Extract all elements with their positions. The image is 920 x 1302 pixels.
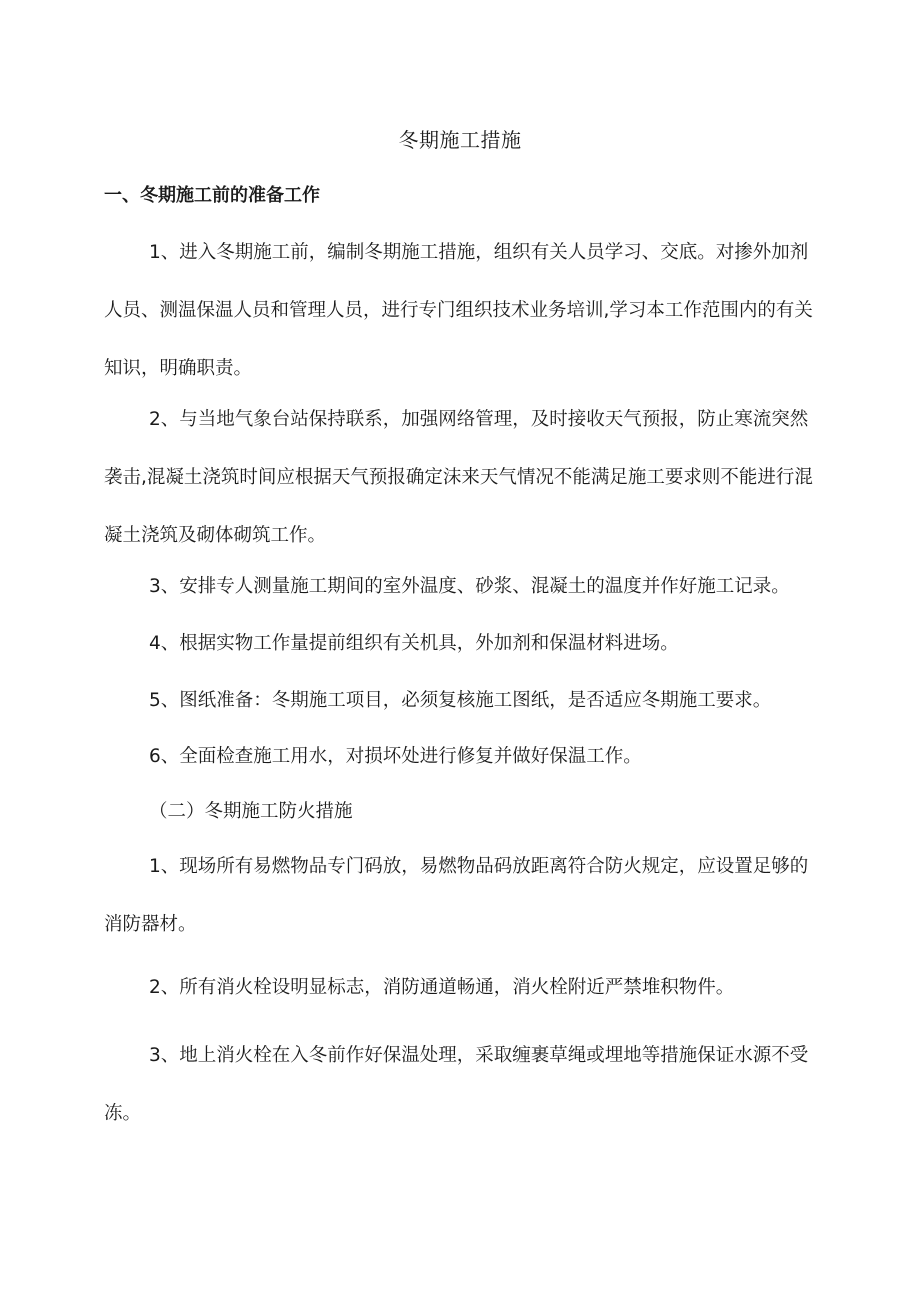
paragraph-item-4: 4、根据实物工作量提前组织有关机具，外加剂和保温材料进场。 — [149, 633, 679, 654]
paragraph-item-2: 2、与当地气象台站保持联系，加强网络管理，及时接收天气预报，防止寒流突然袭击,混凝土浇筑时间应根据天气预报确定沫来天气情况不能满足施工要求则不能进行混凝土浇筑及砌体砌筑工作。 — [104, 409, 813, 546]
paragraph-item-3: 3、安排专人测量施工期间的室外温度、砂浆、混凝土的温度并作好施工记录。 — [149, 576, 790, 597]
paragraph-item-6: 6、全面检查施工用水，对损坏处进行修复并做好保温工作。 — [149, 746, 642, 767]
paragraph-item-5: 5、图纸准备：冬期施工项目，必须复核施工图纸，是否适应冬期施工要求。 — [149, 690, 772, 711]
document-title: 冬期施工措施 — [398, 128, 522, 152]
section-heading-fire-prevention: （二）冬期施工防火措施 — [149, 801, 353, 822]
section-heading-preparation: 一、冬期施工前的准备工作 — [104, 185, 320, 206]
paragraph-fire-item-2: 2、所有消火栓设明显标志，消防通道畅通，消火栓附近严禁堆积物件。 — [149, 977, 735, 998]
paragraph-item-1: 1、进入冬期施工前，编制冬期施工措施，组织有关人员学习、交底。对掺外加剂人员、测温保温人员和管理人员，进行专门组织技术业务培训,学习本工作范围内的有关知识，明确职责。 — [104, 242, 813, 379]
paragraph-fire-item-3: 3、地上消火栓在入冬前作好保温处理，采取缠裹草绳或埋地等措施保证水源不受冻。 — [104, 1045, 809, 1124]
paragraph-fire-item-1: 1、现场所有易燃物品专门码放，易燃物品码放距离符合防火规定，应设置足够的消防器材。 — [104, 856, 809, 935]
